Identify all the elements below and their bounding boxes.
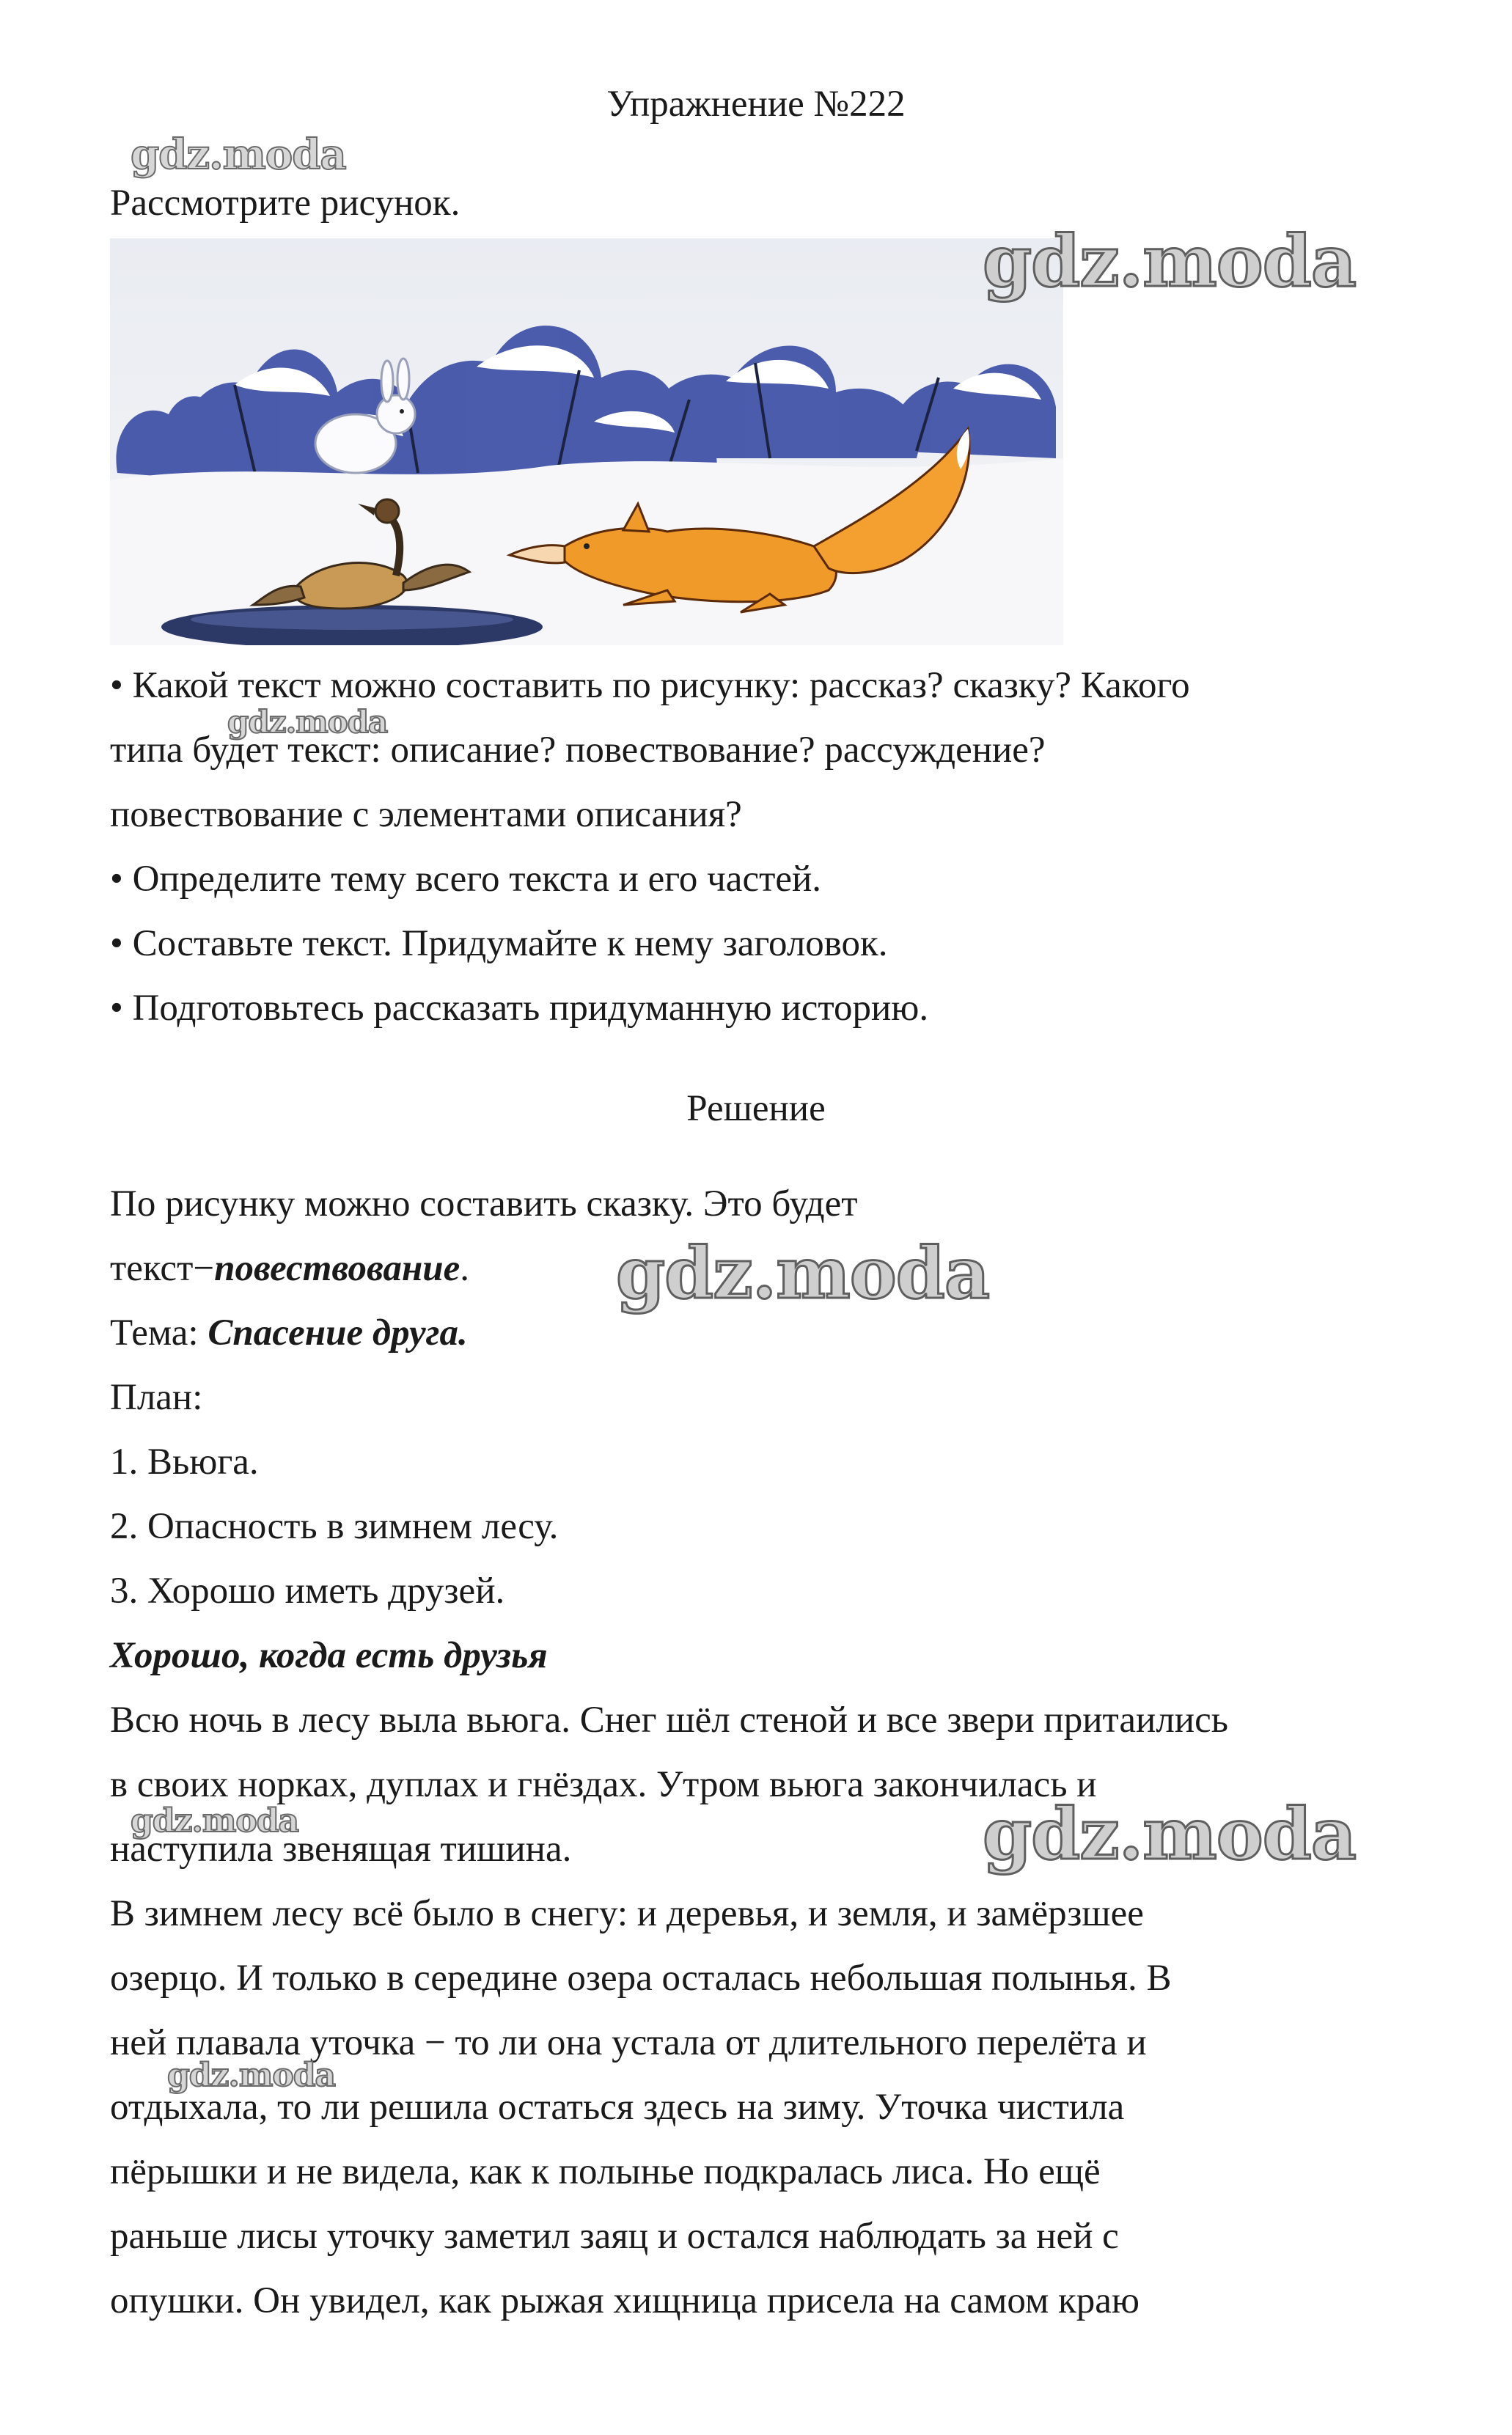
illustration: [110, 238, 1063, 645]
watermark-logo: gdz.moda: [131, 131, 346, 179]
theme-label: Тема:: [110, 1312, 208, 1354]
question-line-2: типа будет текст: описание? повествование? рассуждение?: [110, 730, 1046, 771]
prompt-text: Рассмотрите рисунок.: [110, 183, 460, 224]
intro-prefix: текст−: [110, 1248, 215, 1289]
story-line-6: ней плавала уточка − то ли она устала от длительного перелёта и: [110, 2022, 1147, 2063]
question-line-6: • Подготовьтесь рассказать придуманную историю.: [110, 988, 929, 1029]
watermark-logo: gdz.moda: [227, 704, 388, 740]
story-line-9: раньше лисы уточку заметил заяц и остался наблюдать за ней с: [110, 2216, 1119, 2257]
text-type-emphasis: повествование: [214, 1248, 460, 1289]
solution-intro-line-2: [110, 1246, 469, 1290]
story-title: Хорошо, когда есть друзья: [110, 1635, 548, 1676]
watermark-logo: gdz.moda: [983, 220, 1357, 303]
question-line-1: • Какой текст можно составить по рисунку: рассказ? сказку? Какого: [110, 665, 1190, 706]
story-line-10: опушки. Он увидел, как рыжая хищница присела на самом краю: [110, 2280, 1139, 2321]
question-line-3: повествование с элементами описания?: [110, 794, 742, 835]
story-line-5: озерцо. И только в середине озера осталась небольшая полынья. В: [110, 1958, 1172, 1999]
story-line-2: в своих норках, дуплах и гнёздах. Утром вьюга закончилась и: [110, 1764, 1097, 1805]
theme-value: Спасение друга.: [208, 1312, 468, 1354]
plan-label: План:: [110, 1377, 203, 1418]
watermark-logo: gdz.moda: [131, 1802, 299, 1840]
question-line-5: • Составьте текст. Придумайте к нему заголовок.: [110, 923, 888, 964]
solution-intro-line-1: По рисунку можно составить сказку. Это будет: [110, 1183, 858, 1224]
story-line-4: В зимнем лесу всё было в снегу: и деревья, и земля, и замёрзшее: [110, 1893, 1144, 1934]
watermark-logo: gdz.moda: [167, 2057, 336, 2094]
solution-heading: Решение: [686, 1088, 826, 1129]
story-line-7: отдыхала, то ли решила остаться здесь на зиму. Уточка чистила: [110, 2087, 1125, 2128]
watermark-logo: gdz.moda: [983, 1793, 1357, 1876]
story-line-8: пёрышки и не видела, как к полынье подкралась лиса. Но ещё: [110, 2151, 1101, 2192]
plan-item-3: 3. Хорошо иметь друзей.: [110, 1571, 505, 1612]
watermark-logo: gdz.moda: [616, 1232, 990, 1315]
story-line-3: наступила звенящая тишина.: [110, 1829, 572, 1870]
winter-scene-image: [110, 238, 1063, 645]
theme-line: [110, 1311, 468, 1355]
page-title: Упражнение №222: [606, 84, 906, 125]
story-line-1: Всю ночь в лесу выла вьюга. Снег шёл стеной и все звери притаились: [110, 1700, 1228, 1741]
intro-suffix: .: [460, 1248, 470, 1289]
question-line-4: • Определите тему всего текста и его частей.: [110, 859, 822, 900]
plan-item-1: 1. Вьюга.: [110, 1441, 259, 1483]
plan-item-2: 2. Опасность в зимнем лесу.: [110, 1506, 559, 1547]
